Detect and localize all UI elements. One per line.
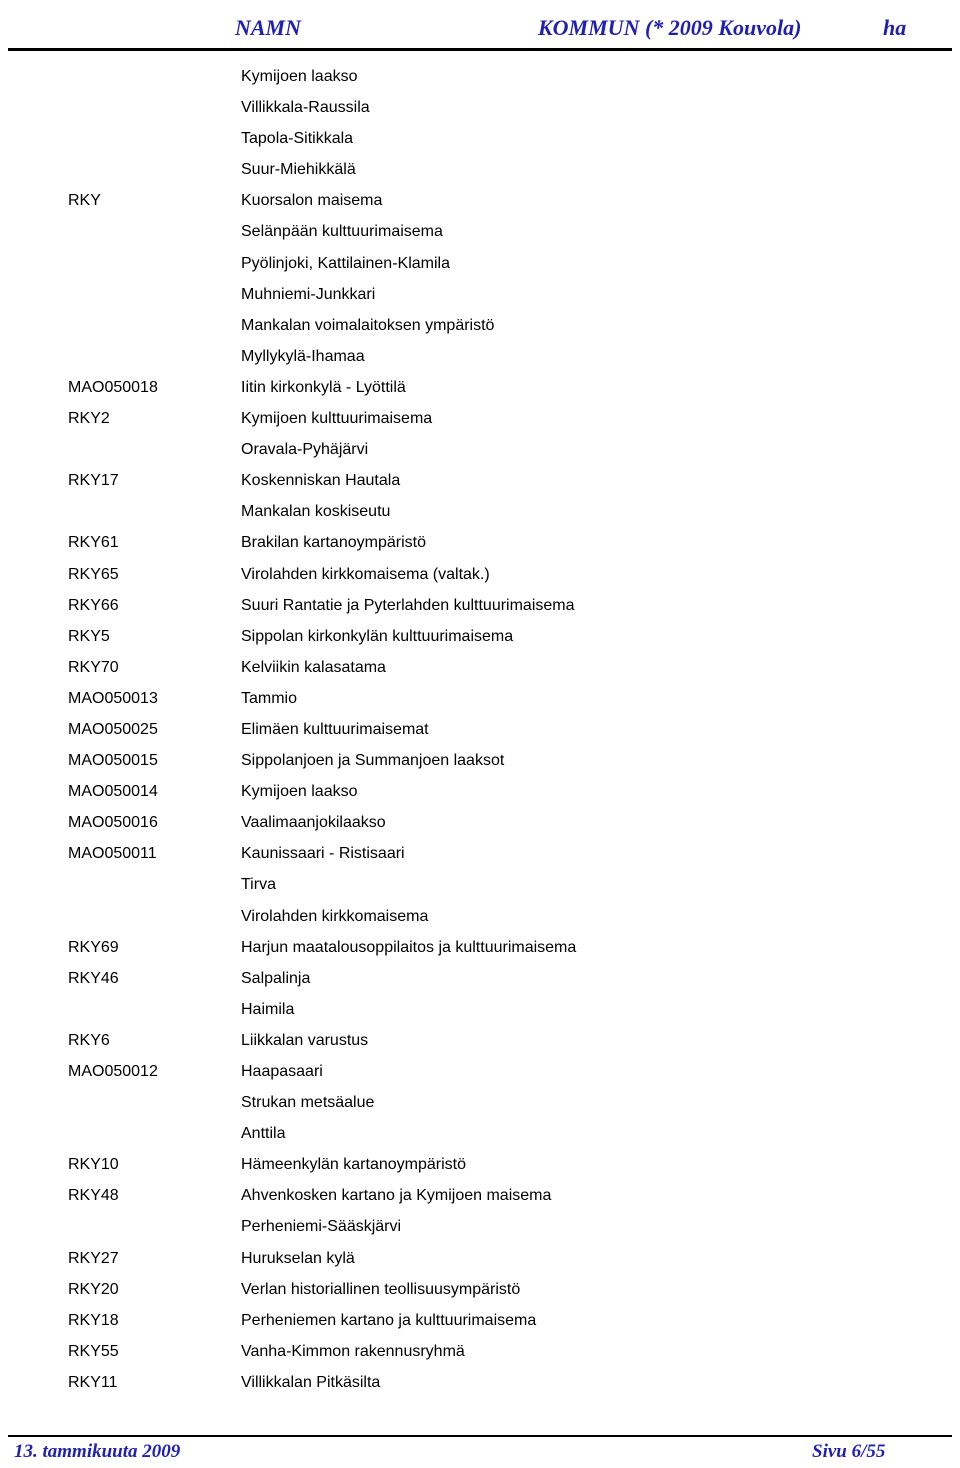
- row-name: Iitin kirkonkylä - Lyöttilä: [241, 378, 406, 396]
- row-name: Myllykylä-Ihamaa: [241, 347, 365, 365]
- table-row: [0, 373, 960, 404]
- row-code: MAO050012: [68, 1063, 158, 1080]
- row-code: RKY18: [68, 1311, 119, 1329]
- row-code: MAO050018: [68, 378, 158, 396]
- table-row: [0, 404, 960, 435]
- row-code: RKY69: [68, 938, 119, 956]
- row-name: Kelviikin kalasatama: [241, 658, 386, 676]
- table-row: [0, 1275, 960, 1306]
- row-name: Muhniemi-Junkkari: [241, 285, 376, 303]
- table-row: [0, 808, 960, 839]
- table-row: [0, 1181, 960, 1212]
- row-name: Villikkalan Pitkäsilta: [241, 1373, 381, 1391]
- row-name: Villikkala-Raussila: [241, 99, 370, 117]
- table-row: [0, 155, 960, 186]
- table-row: [0, 249, 960, 280]
- row-code: MAO050011: [68, 845, 157, 863]
- row-name: Mankalan koskiseutu: [241, 503, 391, 521]
- table-row: [0, 311, 960, 342]
- page-header: [0, 0, 960, 50]
- table-row: [0, 964, 960, 995]
- row-name: Perheniemen kartano ja kulttuurimaisema: [241, 1311, 537, 1329]
- row-name: Tirva: [241, 876, 276, 894]
- row-name: Tammio: [241, 689, 298, 707]
- row-name: Harjun maatalousoppilaitos ja kulttuurimaisema: [241, 938, 577, 956]
- table-row: [0, 560, 960, 591]
- row-name: Liikkalan varustus: [241, 1031, 369, 1049]
- table-row: [0, 746, 960, 777]
- row-name: Anttila: [241, 1125, 286, 1143]
- table-row: [0, 435, 960, 466]
- row-name: Vaalimaanjokilaakso: [241, 814, 386, 832]
- table-row: [0, 1057, 960, 1088]
- row-name: Kymijoen laakso: [241, 783, 358, 801]
- row-code: RKY2: [68, 410, 110, 428]
- table-row: [0, 995, 960, 1026]
- table-row: [0, 186, 960, 217]
- row-code: RKY70: [68, 658, 119, 676]
- row-code: MAO050013: [68, 689, 158, 707]
- table-row: [0, 715, 960, 746]
- row-code: MAO050016: [68, 814, 158, 832]
- table-row: [0, 217, 960, 248]
- table-row: [0, 1119, 960, 1150]
- table-row: [0, 684, 960, 715]
- table-row: [0, 93, 960, 124]
- row-code: RKY27: [68, 1249, 119, 1267]
- footer-rule: [8, 1435, 952, 1437]
- table-row: [0, 1244, 960, 1275]
- table-row: [0, 1088, 960, 1119]
- row-name: Sippolan kirkonkylän kulttuurimaisema: [241, 627, 514, 645]
- table-row: [0, 933, 960, 964]
- table-row: [0, 777, 960, 808]
- table-row: [0, 1306, 960, 1337]
- row-code: RKY17: [68, 472, 119, 490]
- table-row: [0, 1337, 960, 1368]
- row-name: Virolahden kirkkomaisema: [241, 907, 429, 925]
- table-row: [0, 591, 960, 622]
- row-name: Ahvenkosken kartano ja Kymijoen maisema: [241, 1187, 552, 1205]
- header-col-kommun: KOMMUN (* 2009 Kouvola): [538, 15, 802, 40]
- table-row: [0, 342, 960, 373]
- row-name: Oravala-Pyhäjärvi: [241, 441, 369, 459]
- row-name: Brakilan kartanoympäristö: [241, 534, 426, 552]
- row-name: Virolahden kirkkomaisema (valtak.): [241, 565, 490, 583]
- row-code: RKY6: [68, 1031, 110, 1049]
- table-row: [0, 870, 960, 901]
- row-code: MAO050014: [68, 783, 158, 801]
- row-name: Pyölinjoki, Kattilainen-Klamila: [241, 254, 450, 272]
- row-code: MAO050025: [68, 720, 158, 738]
- row-name: Haimila: [241, 1000, 295, 1018]
- header-rule: [8, 48, 952, 51]
- row-name: Suuri Rantatie ja Pyterlahden kulttuurimaisema: [241, 596, 575, 614]
- table-row: [0, 497, 960, 528]
- header-col-ha: ha: [883, 15, 907, 40]
- row-code: RKY5: [68, 627, 110, 645]
- table-row: [0, 466, 960, 497]
- row-name: Kuorsalon maisema: [241, 192, 383, 210]
- header-col-name: NAMN: [235, 15, 302, 40]
- table-row: [0, 62, 960, 93]
- row-name: Mankalan voimalaitoksen ympäristö: [241, 316, 495, 334]
- row-code: RKY10: [68, 1156, 119, 1174]
- table-row: [0, 653, 960, 684]
- row-code: RKY61: [68, 534, 119, 552]
- row-code: RKY20: [68, 1280, 119, 1298]
- table-row: [0, 1026, 960, 1057]
- row-name: Hurukselan kylä: [241, 1249, 355, 1267]
- table-row: [0, 622, 960, 653]
- table-row: [0, 124, 960, 155]
- row-name: Strukan metsäalue: [241, 1094, 375, 1112]
- row-name: Suur-Miehikkälä: [241, 161, 356, 179]
- row-name: Perheniemi-Sääskjärvi: [241, 1218, 402, 1236]
- row-name: Salpalinja: [241, 969, 311, 987]
- row-name: Kaunissaari - Ristisaari: [241, 845, 405, 863]
- row-name: Vanha-Kimmon rakennusryhmä: [241, 1342, 465, 1360]
- row-name: Hämeenkylän kartanoympäristö: [241, 1156, 466, 1174]
- row-name: Verlan historiallinen teollisuusympäristö: [241, 1280, 521, 1298]
- row-code: RKY66: [68, 596, 119, 614]
- footer-date: 13. tammikuuta 2009: [14, 1441, 181, 1462]
- data-table: [0, 62, 960, 1399]
- table-row: [0, 1150, 960, 1181]
- row-name: Sippolanjoen ja Summanjoen laaksot: [241, 752, 505, 770]
- row-code: RKY: [68, 192, 101, 210]
- table-row: [0, 280, 960, 311]
- table-row: [0, 528, 960, 559]
- row-name: Selänpään kulttuurimaisema: [241, 223, 443, 241]
- row-name: Tapola-Sitikkala: [241, 130, 354, 148]
- table-row: [0, 1212, 960, 1243]
- table-row: [0, 1368, 960, 1399]
- row-code: RKY65: [68, 565, 119, 583]
- table-row: [0, 902, 960, 933]
- row-code: RKY11: [68, 1373, 118, 1391]
- row-code: RKY55: [68, 1342, 119, 1360]
- row-name: Koskenniskan Hautala: [241, 472, 401, 490]
- row-name: Haapasaari: [241, 1063, 323, 1080]
- row-name: Kymijoen laakso: [241, 68, 358, 85]
- table-row: [0, 839, 960, 870]
- footer-page-number: Sivu 6/55: [812, 1441, 886, 1462]
- row-code: MAO050015: [68, 752, 158, 770]
- row-code: RKY46: [68, 969, 119, 987]
- row-name: Elimäen kulttuurimaisemat: [241, 720, 429, 738]
- row-code: RKY48: [68, 1187, 119, 1205]
- row-name: Kymijoen kulttuurimaisema: [241, 410, 433, 428]
